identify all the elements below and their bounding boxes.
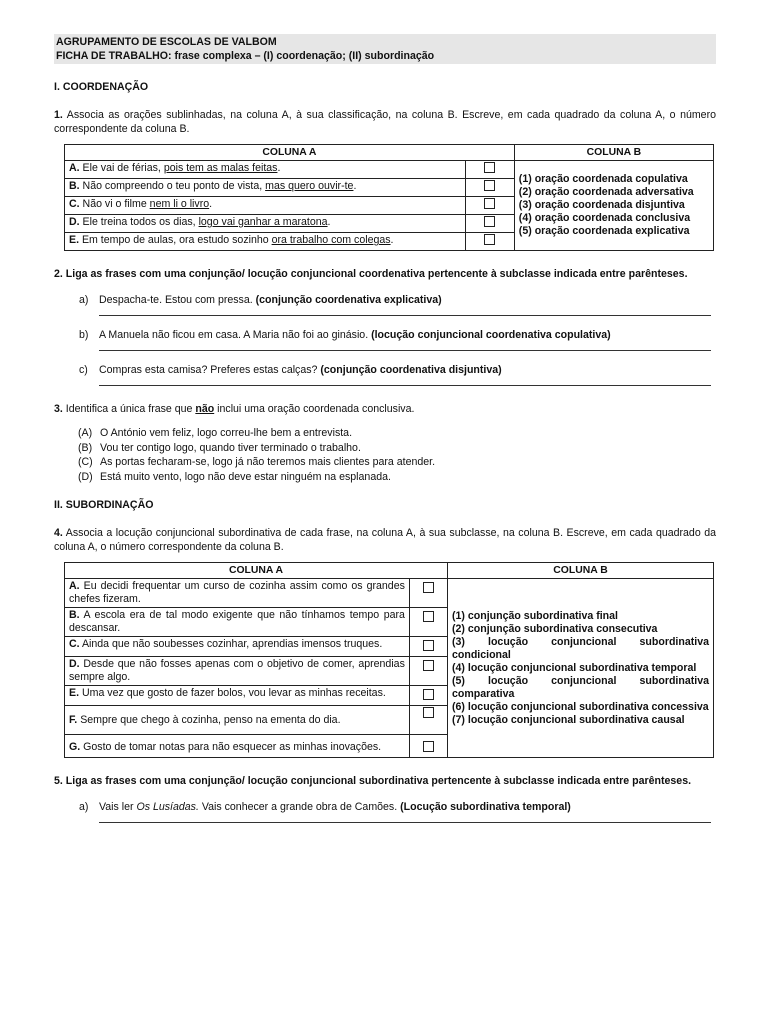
answer-checkbox[interactable]	[423, 707, 434, 718]
q3-instruction: 3. Identifica a única frase que não inclui uma oração coordenada conclusiva.	[54, 403, 415, 415]
answer-checkbox[interactable]	[423, 611, 434, 622]
answer-checkbox[interactable]	[484, 180, 495, 191]
answer-line[interactable]	[99, 342, 711, 351]
answer-checkbox[interactable]	[484, 216, 495, 227]
q2-item-a: a) Despacha-te. Estou com pressa. (conjunção coordenativa explicativa)	[54, 293, 716, 316]
section-subordinacao-title: II. SUBORDINAÇÃO	[54, 499, 154, 511]
q4-row-f: F. Sempre que chego à cozinha, penso na ementa do dia.	[65, 706, 410, 735]
q3-option-c[interactable]: (C) As portas fecharam-se, logo já não teremos mais clientes para atender.	[78, 456, 436, 468]
q2-item-c: c) Compras esta camisa? Preferes estas calças? (conjunção coordenativa disjuntiva)	[54, 363, 716, 386]
q1-row-c: C. Não vi o filme nem li o livro.	[65, 197, 466, 215]
table-row	[65, 161, 714, 179]
answer-line[interactable]	[99, 307, 711, 316]
q4-row-b: B. A escola era de tal modo exigente que não tínhamos tempo para descansar.	[65, 608, 410, 637]
q1-table	[64, 144, 714, 251]
q4-row-e: E. Uma vez que gosto de fazer bolos, vou levar as minhas receitas.	[65, 686, 410, 706]
q2-instruction: 2. Liga as frases com uma conjunção/ locução conjuncional coordenativa pertencente à subclasse indicada entre parênteses.	[54, 268, 688, 280]
section-coordenacao-title: I. COORDENAÇÃO	[54, 81, 149, 93]
answer-checkbox[interactable]	[423, 640, 434, 651]
q4-row-c: C. Ainda que não soubesses cozinhar, aprendias imensos truques.	[65, 637, 410, 657]
answer-line[interactable]	[99, 814, 711, 823]
q4-instruction: 4. Associa a locução conjuncional subordinativa de cada frase, na coluna A, à sua subclasse, na coluna B. Escreve, em cada quadrado da coluna A, o número correspondente da coluna B.	[54, 527, 717, 553]
q1-row-a: A. Ele vai de férias, pois tem as malas feitas.	[65, 161, 466, 179]
worksheet-page	[54, 34, 716, 823]
q4-colB-list: (1) conjunção subordinativa final (2) conjunção subordinativa consecutiva (3) locução conjuncional subordinativa condicional (4) locução conjuncional subordinativa temporal (5) locução conjuncional subordinativa comparativa (6) locução conjuncional subordinativa concessiva (7) locução conjuncional subordinativa causal	[448, 579, 714, 758]
worksheet-title: FICHA DE TRABALHO: frase complexa – (I) coordenação; (II) subordinação	[56, 50, 435, 62]
answer-line[interactable]	[99, 377, 711, 386]
q4-row-d: D. Desde que não fosses apenas com o objetivo de comer, aprendias sempre algo.	[65, 657, 410, 686]
q2-item-b: b) A Manuela não ficou em casa. A Maria não foi ao ginásio. (locução conjuncional coordenativa copulativa)	[54, 328, 716, 351]
answer-checkbox[interactable]	[484, 198, 495, 209]
answer-checkbox[interactable]	[423, 689, 434, 700]
q3-option-d[interactable]: (D) Está muito vento, logo não deve estar ninguém na esplanada.	[78, 470, 391, 483]
q3-option-a[interactable]: (A) O António vem feliz, logo correu-lhe bem a entrevista.	[78, 427, 353, 439]
q4-row-a: A. Eu decidi frequentar um curso de cozinha assim como os grandes chefes fizeram.	[65, 579, 410, 608]
answer-checkbox[interactable]	[423, 660, 434, 671]
q4-table	[64, 562, 714, 758]
q1-colB-list: (1) oração coordenada copulativa (2) oração coordenada adversativa (3) oração coordenada disjuntiva (4) oração coordenada conclusiva (5) oração coordenada explicativa	[514, 161, 713, 251]
q1-instruction: 1. Associa as orações sublinhadas, na coluna A, à sua classificação, na coluna B. Escreve, em cada quadrado da coluna A, o número correspondente da coluna B.	[54, 109, 716, 135]
school-name: AGRUPAMENTO DE ESCOLAS DE VALBOM	[56, 36, 277, 48]
q1-colA-header: COLUNA A	[65, 145, 515, 161]
q1-colB-header: COLUNA B	[514, 145, 713, 161]
q5-item-a: a) Vais ler Os Lusíadas. Vais conhecer a grande obra de Camões. (Locução subordinativa temporal)	[54, 800, 716, 823]
table-row	[65, 579, 714, 608]
q3-option-b[interactable]: (B) Vou ter contigo logo, quando tiver terminado o trabalho.	[78, 441, 361, 454]
q1-row-e: E. Em tempo de aulas, ora estudo sozinho ora trabalho com colegas.	[65, 233, 466, 251]
answer-checkbox[interactable]	[484, 162, 495, 173]
answer-checkbox[interactable]	[484, 234, 495, 245]
q4-row-g: G. Gosto de tomar notas para não esquecer as minhas inovações.	[65, 735, 410, 758]
q4-colA-header: COLUNA A	[65, 563, 448, 579]
q1-row-b: B. Não compreendo o teu ponto de vista, mas quero ouvir-te.	[65, 179, 466, 197]
answer-checkbox[interactable]	[423, 582, 434, 593]
q5-instruction: 5. Liga as frases com uma conjunção/ locução conjuncional subordinativa pertencente à subclasse indicada entre parênteses.	[54, 775, 692, 787]
q4-colB-header: COLUNA B	[448, 563, 714, 579]
q3-options	[54, 426, 716, 484]
header-banner	[54, 34, 716, 64]
answer-checkbox[interactable]	[423, 741, 434, 752]
q1-row-d: D. Ele treina todos os dias, logo vai ganhar a maratona.	[65, 215, 466, 233]
